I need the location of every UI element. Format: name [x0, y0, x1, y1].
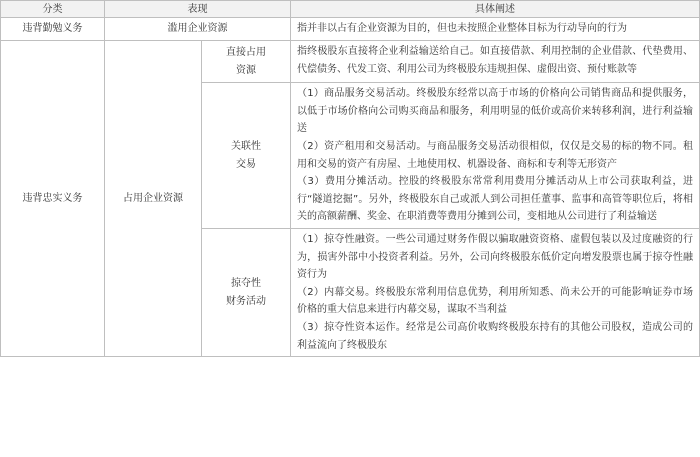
subtype-cell-related — [202, 83, 291, 229]
description-paragraph: （3）费用分摊活动。控股的终极股东常常利用费用分摊活动从上市公司获取利益，进行“隧道挖掘”。另外，终极股东自己或派人到公司担任董事、监事和高管等职位后，将相关的高额薪酬、奖金、在职消费等费用分摊到公司，变相地从公司进行了利益输送 — [297, 176, 693, 223]
subtype-label: 掠夺性 — [231, 277, 261, 289]
description-cell — [291, 83, 700, 229]
subtype-label: 关联性 — [231, 140, 261, 152]
subtype-label: 交易 — [236, 158, 256, 170]
description-cell — [291, 228, 700, 356]
subtype-cell-predatory — [202, 228, 291, 356]
description-paragraph: 指终极股东直接将企业利益输送给自己。如直接借款、利用控制的企业借款、代垫费用、代偿债务、代发工资、利用公司为终极股东违规担保、虚假出资、预付账款等 — [297, 46, 693, 75]
subtype-cell-direct — [202, 41, 291, 83]
header-description: 具体阐述 — [291, 1, 700, 18]
description-cell — [291, 41, 700, 83]
description-cell: 指并非以占有企业资源为目的，但也未按照企业整体目标为行动导向的行为 — [291, 18, 700, 41]
description-paragraph: （1）掠夺性融资。一些公司通过财务作假以骗取融资资格、虚假包装以及过度融资的行为，损害外部中小投资者利益。另外，公司向终极股东低价定向增发股票也属于掠夺性融资行为 — [297, 233, 693, 281]
description-paragraph: （2）内幕交易。终极股东常利用信息优势，利用所知悉、尚未公开的可能影响证券市场价格的重大信息来进行内幕交易，谋取不当利益 — [297, 286, 693, 316]
category-cell: 违背忠实义务 — [1, 41, 105, 357]
description-paragraph: （1）商品服务交易活动。终极股东经常以高于市场的价格向公司销售商品和提供服务，以低于市场价格向公司购买商品和服务，利用明显的低价或高价来转移利润，进行利益输送 — [297, 88, 693, 135]
table-row — [1, 18, 700, 41]
description-paragraph: （3）掠夺性资本运作。经常是公司高价收购终极股东持有的其他公司股权，造成公司的利益流向了终极股东 — [297, 321, 693, 351]
table-row — [1, 41, 700, 83]
subtype-label: 资源 — [236, 64, 256, 76]
behavior-cell: 占用企业资源 — [105, 41, 202, 357]
subtype-label: 直接占用 — [226, 46, 266, 58]
header-behavior: 表现 — [105, 1, 291, 18]
behavior-cell: 滥用企业资源 — [105, 18, 291, 41]
description-paragraph: （2）资产租用和交易活动。与商品服务交易活动很相似，仅仅是交易的标的物不同。租用和交易的资产有房屋、土地使用权、机器设备、商标和专利等无形资产 — [297, 140, 693, 170]
header-category: 分类 — [1, 1, 105, 18]
header-row — [1, 1, 700, 18]
category-cell: 违背勤勉义务 — [1, 18, 105, 41]
subtype-label: 财务活动 — [226, 295, 266, 307]
